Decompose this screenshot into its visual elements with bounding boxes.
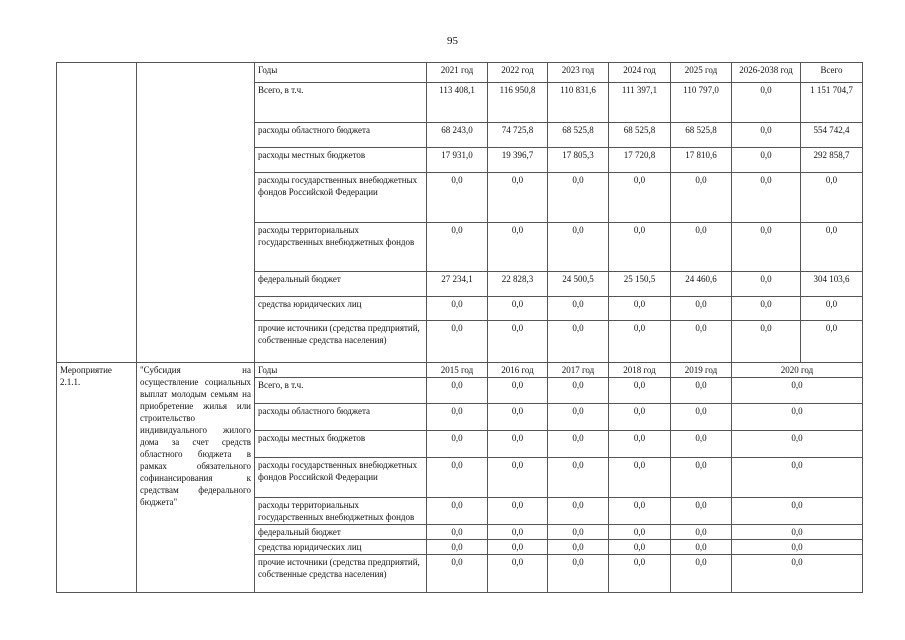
block1-row-value: 0,0: [732, 148, 801, 173]
block2-body: [57, 363, 863, 593]
block1-header-row: [57, 63, 863, 83]
block2-header-year: 2019 год: [671, 363, 732, 378]
block1-row-value: 22 828,3: [488, 272, 548, 297]
block1-row-value: 19 396,7: [488, 148, 548, 173]
block1-row-value: 0,0: [671, 321, 732, 363]
block1-row-value: 0,0: [427, 223, 488, 272]
block2-row-label: расходы государственных внебюджетных фондов Российской Федерации: [255, 458, 427, 498]
block1-header-year: 2026-2038 год: [732, 63, 801, 83]
block2-row-value: 0,0: [548, 555, 609, 593]
block1-row-value: 17 810,6: [671, 148, 732, 173]
block1-header-label: Годы: [255, 63, 427, 83]
block1-header-year: Всего: [801, 63, 863, 83]
block1-row-value: 0,0: [732, 123, 801, 148]
block2-row-value: 0,0: [548, 525, 609, 540]
block2-row-value: 0,0: [488, 404, 548, 431]
block1-row-value: 0,0: [801, 223, 863, 272]
block1-row-label: расходы местных бюджетов: [255, 148, 427, 173]
block1-row-value: 0,0: [427, 297, 488, 321]
block1-body: [57, 63, 863, 363]
block2-row-value: 0,0: [732, 540, 863, 555]
block1-row-value: 0,0: [732, 173, 801, 223]
block2-row-value: 0,0: [488, 378, 548, 404]
block2-row-value: 0,0: [732, 458, 863, 498]
block2-row-value: 0,0: [609, 458, 671, 498]
block2-row-value: 0,0: [732, 404, 863, 431]
block1-row-value: 0,0: [488, 321, 548, 363]
block1-row-value: 554 742,4: [801, 123, 863, 148]
block2-row-value: 0,0: [427, 404, 488, 431]
block2-row-value: 0,0: [671, 458, 732, 498]
block1-row-value: 113 408,1: [427, 83, 488, 123]
block2-row-value: 0,0: [427, 498, 488, 525]
block1-row-value: 68 525,8: [671, 123, 732, 148]
block1-row-value: 0,0: [671, 173, 732, 223]
page-number: 95: [447, 35, 458, 47]
block2-row-value: 0,0: [427, 540, 488, 555]
block2-row-label: расходы территориальных государственных внебюджетных фондов: [255, 498, 427, 525]
block1-row-value: 17 805,3: [548, 148, 609, 173]
measure-description: "Субсидия на осуществление социальных выплат молодым семьям на приобретение жилья или строительство индивидуального жилого дома за счет средств областного бюджета в рамках обязательного софинансирования к средствам федерального бюджета": [137, 363, 255, 593]
block1-row-value: 110 797,0: [671, 83, 732, 123]
block1-row-value: 68 243,0: [427, 123, 488, 148]
block2-row-value: 0,0: [671, 555, 732, 593]
block2-row-value: 0,0: [732, 525, 863, 540]
block2-row-label: расходы областного бюджета: [255, 404, 427, 431]
block1-empty-description-cell: [137, 63, 255, 363]
block2-row-value: 0,0: [488, 555, 548, 593]
block1-row-value: 0,0: [427, 173, 488, 223]
block2-row-value: 0,0: [427, 458, 488, 498]
block1-row-value: 0,0: [488, 223, 548, 272]
block1-row-value: 74 725,8: [488, 123, 548, 148]
block1-row-value: 0,0: [801, 321, 863, 363]
block1-row-label: федеральный бюджет: [255, 272, 427, 297]
block2-row-value: 0,0: [488, 458, 548, 498]
block2-row-value: 0,0: [488, 498, 548, 525]
block2-row-value: 0,0: [427, 378, 488, 404]
block2-header-year: 2016 год: [488, 363, 548, 378]
block2-header-year: 2020 год: [732, 363, 863, 378]
block1-row-value: 0,0: [732, 272, 801, 297]
block1-row-value: 0,0: [548, 173, 609, 223]
block2-row-value: 0,0: [548, 378, 609, 404]
block2-row-value: 0,0: [671, 431, 732, 458]
block1-row-value: 0,0: [548, 297, 609, 321]
measure-number: Мероприятие 2.1.1.: [57, 363, 137, 593]
block2-row-value: 0,0: [609, 540, 671, 555]
block1-row-value: 0,0: [609, 173, 671, 223]
block2-row-value: 0,0: [732, 431, 863, 458]
block1-header-year: 2025 год: [671, 63, 732, 83]
block2-row-value: 0,0: [671, 378, 732, 404]
block1-row-label: средства юридических лиц: [255, 297, 427, 321]
block2-row-value: 0,0: [427, 431, 488, 458]
block1-row-value: 27 234,1: [427, 272, 488, 297]
block1-row-value: 24 500,5: [548, 272, 609, 297]
block2-row-label: федеральный бюджет: [255, 525, 427, 540]
block2-row-value: 0,0: [548, 498, 609, 525]
block2-row-value: 0,0: [548, 540, 609, 555]
block1-row-value: 0,0: [548, 223, 609, 272]
block2-header-year: 2017 год: [548, 363, 609, 378]
block1-row-value: 111 397,1: [609, 83, 671, 123]
block1-row-value: 0,0: [732, 223, 801, 272]
block1-header-year: 2021 год: [427, 63, 488, 83]
block2-row-value: 0,0: [427, 525, 488, 540]
block1-row-value: 0,0: [671, 223, 732, 272]
block2-row-value: 0,0: [548, 458, 609, 498]
block1-row-label: прочие источники (средства предприятий, собственные средства населения): [255, 321, 427, 363]
block2-row-value: 0,0: [609, 525, 671, 540]
block1-row-value: 68 525,8: [548, 123, 609, 148]
block1-row-value: 0,0: [609, 223, 671, 272]
block2-header-year: 2015 год: [427, 363, 488, 378]
block2-row-value: 0,0: [732, 378, 863, 404]
block1-row-label: расходы областного бюджета: [255, 123, 427, 148]
block2-row-label: расходы местных бюджетов: [255, 431, 427, 458]
block1-row-label: расходы территориальных государственных внебюджетных фондов: [255, 223, 427, 272]
block2-row-value: 0,0: [671, 540, 732, 555]
block2-row-value: 0,0: [488, 431, 548, 458]
block1-row-value: 116 950,8: [488, 83, 548, 123]
block2-header-label: Годы: [255, 363, 427, 378]
block1-row-value: 0,0: [801, 173, 863, 223]
block1-row-value: 0,0: [427, 321, 488, 363]
block2-row-value: 0,0: [671, 498, 732, 525]
block1-row-value: 0,0: [732, 83, 801, 123]
block1-row-value: 110 831,6: [548, 83, 609, 123]
block2-row-value: 0,0: [609, 378, 671, 404]
block2-row-label: прочие источники (средства предприятий, собственные средства населения): [255, 555, 427, 593]
block2-row-value: 0,0: [548, 404, 609, 431]
block2-row-value: 0,0: [732, 498, 863, 525]
block1-row-label: расходы государственных внебюджетных фондов Российской Федерации: [255, 173, 427, 223]
block2-header-year: 2018 год: [609, 363, 671, 378]
block2-row-label: средства юридических лиц: [255, 540, 427, 555]
block1-row-value: 304 103,6: [801, 272, 863, 297]
block2-row-value: 0,0: [609, 431, 671, 458]
block1-row-value: 0,0: [671, 297, 732, 321]
block2-row-label: Всего, в т.ч.: [255, 378, 427, 404]
block1-header-year: 2023 год: [548, 63, 609, 83]
block1-row-value: 0,0: [732, 297, 801, 321]
block1-empty-measure-cell: [57, 63, 137, 363]
block1-row-value: 0,0: [732, 321, 801, 363]
block1-header-year: 2022 год: [488, 63, 548, 83]
block1-row-value: 68 525,8: [609, 123, 671, 148]
funding-table: [56, 62, 863, 593]
block1-row-value: 17 720,8: [609, 148, 671, 173]
block2-row-value: 0,0: [488, 525, 548, 540]
block1-row-value: 24 460,6: [671, 272, 732, 297]
block1-header-year: 2024 год: [609, 63, 671, 83]
block1-row-value: 1 151 704,7: [801, 83, 863, 123]
block1-row-value: 0,0: [488, 297, 548, 321]
block2-row-value: 0,0: [671, 404, 732, 431]
block2-row-value: 0,0: [609, 555, 671, 593]
block2-row-value: 0,0: [427, 555, 488, 593]
block1-row-label: Всего, в т.ч.: [255, 83, 427, 123]
block2-row-value: 0,0: [548, 431, 609, 458]
block1-row-value: 0,0: [488, 173, 548, 223]
block1-row-value: 17 931,0: [427, 148, 488, 173]
block1-row-value: 0,0: [609, 321, 671, 363]
block1-row-value: 25 150,5: [609, 272, 671, 297]
block2-row-value: 0,0: [732, 555, 863, 593]
block1-row-value: 0,0: [548, 321, 609, 363]
block2-header-row: [57, 363, 863, 378]
block2-row-value: 0,0: [609, 404, 671, 431]
block1-row-value: 292 858,7: [801, 148, 863, 173]
block2-row-value: 0,0: [671, 525, 732, 540]
block2-row-value: 0,0: [609, 498, 671, 525]
block2-row-value: 0,0: [488, 540, 548, 555]
block1-row-value: 0,0: [801, 297, 863, 321]
block1-row-value: 0,0: [609, 297, 671, 321]
